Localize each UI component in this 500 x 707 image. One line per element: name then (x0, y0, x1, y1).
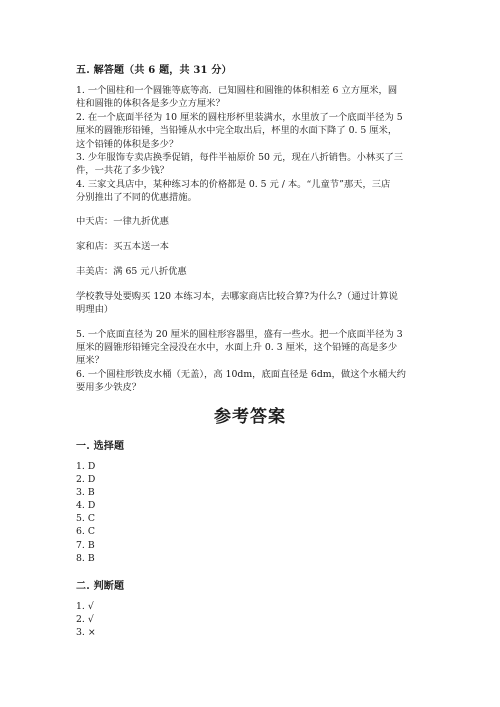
question-line: 2. 在一个底面半径为 10 厘米的圆柱形杯里装满水，水里放了一个底面半径为 5 (76, 112, 403, 123)
section-five-heading: 五. 解答题（共 6 题，共 31 分） (76, 65, 232, 76)
question-line: 学校教导处要购买 120 本练习本，去哪家商店比较合算?为什么?（通过计算说 (76, 291, 398, 302)
shop-jiahe: 家和店：买五本送一本 (76, 241, 169, 252)
question-line: 柱和圆锥的体积各是多少立方厘米？ (76, 98, 225, 109)
answer-item: 1. D (76, 461, 96, 472)
answers-title: 参考答案 (214, 407, 286, 427)
answer-item: 4. D (76, 500, 96, 511)
question-line: 厘米？ (76, 355, 104, 366)
answer-item: 3. × (76, 627, 96, 638)
question-line: 6. 一个圆柱形铁皮水桶（无盖），高 10dm，底面直径是 6dm，做这个水桶大约 (76, 369, 406, 380)
judge-section-heading: 二. 判断题 (76, 581, 125, 592)
question-line: 厘米的圆锥形铅锤，当铅锤从水中完全取出后，杯里的水面下降了 0. 5 厘米， (76, 125, 398, 136)
answer-item: 2. √ (76, 614, 94, 625)
answer-item: 7. B (76, 540, 95, 551)
question-line: 4. 三家文具店中，某种练习本的价格都是 0. 5 元 / 本。“儿童节”那天，三店 (76, 179, 391, 190)
question-line: 分别推出了不同的优惠措施。 (76, 192, 197, 203)
answer-item: 2. D (76, 474, 96, 485)
answer-item: 1. √ (76, 601, 94, 612)
choice-section-heading: 一. 选择题 (76, 441, 125, 452)
answer-item: 3. B (76, 487, 95, 498)
question-line: 件，一共花了多少钱？ (76, 165, 169, 176)
question-line: 这个铅锤的体积是多少？ (76, 139, 179, 150)
question-line: 3. 少年服饰专卖店换季促销，每件半袖原价 50 元，现在八折销售。小林买了三 (76, 152, 404, 163)
answer-item: 6. C (76, 526, 95, 537)
question-line: 5. 一个底面直径为 20 厘米的圆柱形容器里，盛有一些水。把一个底面半径为 3 (76, 329, 403, 340)
question-line: 要用多少铁皮？ (76, 382, 142, 393)
answer-item: 5. C (76, 513, 95, 524)
shop-fengmei: 丰美店：满 65 元八折优惠 (76, 266, 187, 277)
answer-item: 8. B (76, 553, 95, 564)
shop-zhongtian: 中天店：一律九折优惠 (76, 216, 169, 227)
question-line: 明理由） (76, 304, 114, 315)
question-line: 厘米的圆锥形铅锤完全浸没在水中，水面上升 0. 3 厘米，这个铅锤的高是多少 (76, 342, 398, 353)
question-line: 1. 一个圆柱和一个圆锥等底等高．已知圆柱和圆锥的体积相差 6 立方厘米，圆 (76, 85, 398, 96)
